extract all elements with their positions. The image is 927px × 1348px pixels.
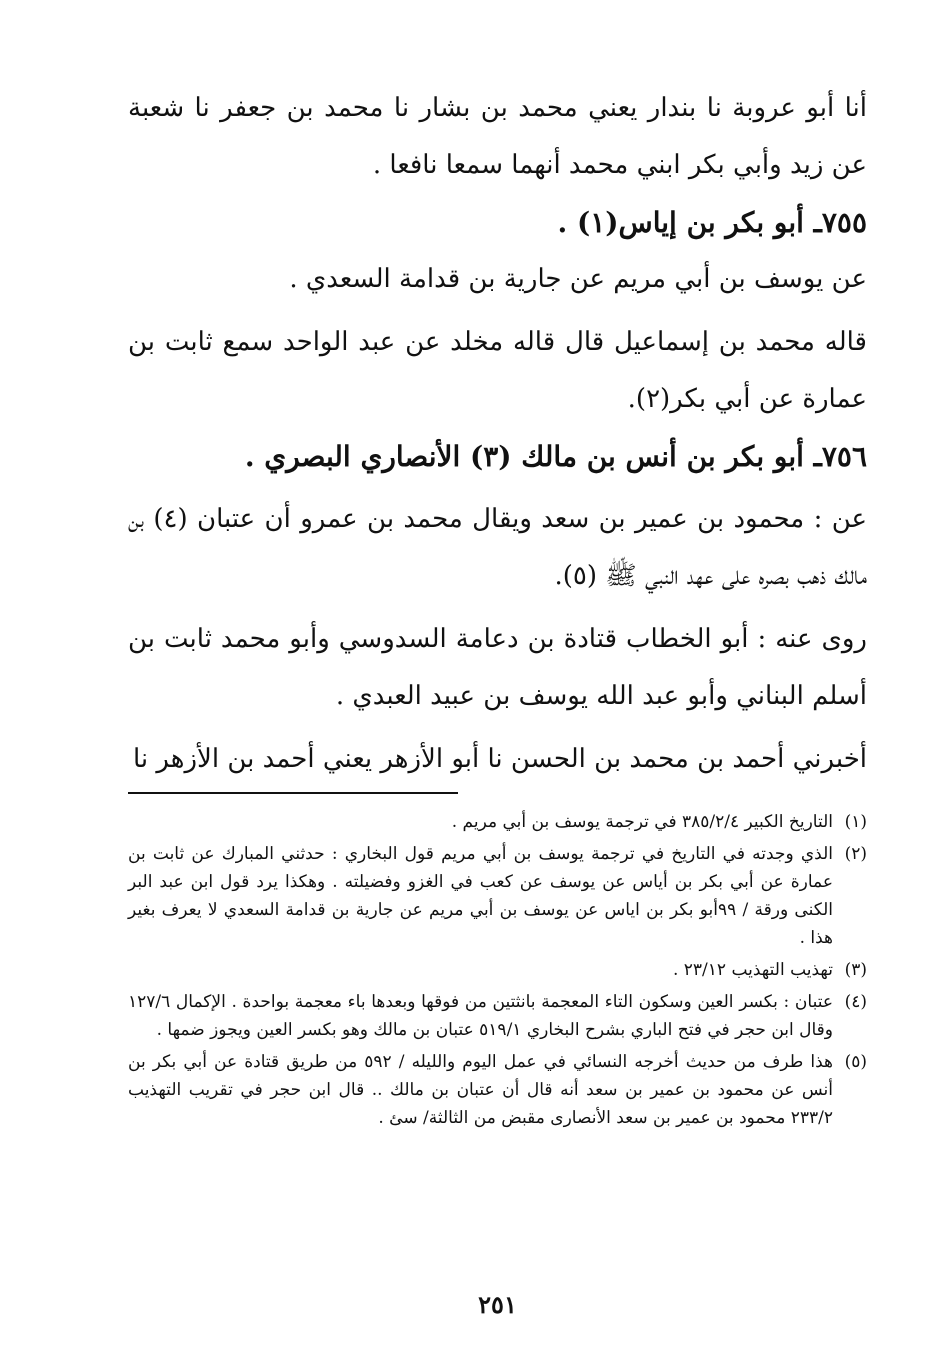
footnote-number: (٣) xyxy=(844,960,867,980)
paragraph-isnad-opening: أنا أبو عروبة نا بندار يعني محمد بن بشار نا محمد بن جعفر نا شعبة عن زيد وأبي بكر ابني محمد أنهما سمعا نافعا . xyxy=(128,93,867,180)
footnote-text: الذي وجدته في التاريخ في ترجمة يوسف بن أبي مريم قول البخاري : حدثني المبارك عن ثابت بن عمارة عن أبي بكر بن أياس عن يوسف عن كعب في الغزو وفضيلته . وهكذا يرد قول ابن عبد البر الكنى ورقة / ٩٩أبو بكر بن اياس عن يوسف بن أبي مريم عن جارية بن قدامة السعدي لا يعرف بغير هذا . xyxy=(128,844,833,948)
footnote-text: هذا طرف من حديث أخرجه النسائي في عمل اليوم والليله / ٥٩٢ من طريق قتادة عن أبي بكر بن أنس عن محمود بن عمير بن سعد أنه قال أن عتبان بن مالك .. قال ابن حجر في تقريب التهذيب ٢٣٣/٢ محمود بن عمير بن سعد الأنصارى مقبض من الثالثة/ سئ . xyxy=(128,1052,833,1128)
main-text xyxy=(128,80,867,788)
footnote-2 xyxy=(128,840,867,952)
footnote-5 xyxy=(128,1048,867,1132)
footnote-text: التاريخ الكبير ٣٨٥/٢/٤ في ترجمة يوسف بن أبي مريم . xyxy=(451,812,833,832)
footnote-number: (٢) xyxy=(844,844,867,864)
footnote-number: (٤) xyxy=(844,992,867,1012)
document-page xyxy=(128,80,867,1348)
footnote-3 xyxy=(128,956,867,984)
paragraph-source: قاله محمد بن إسماعيل قال قاله مخلد عن عبد الواحد سمع ثابت بن عمارة عن أبي بكر(٢). xyxy=(128,327,867,414)
footnote-divider xyxy=(128,792,458,794)
entry-heading-756: ٧٥٦ـ أبو بكر بن أنس بن مالك (٣) الأنصاري البصري . xyxy=(244,440,867,473)
paragraph-narrates-from-2: عن : محمود بن عمير بن سعد ويقال محمد بن عمرو أن عتبان (٤) بن مالك ذهب بصره على عهد النبي ﷺ (٥). xyxy=(128,504,867,591)
footnote-1 xyxy=(128,808,867,836)
footnote-number: (١) xyxy=(844,812,867,832)
footnotes xyxy=(128,808,867,1136)
paragraph-isnad-continued: أخبرني أحمد بن محمد بن الحسن نا أبو الأزهر يعني أحمد بن الأزهر نا xyxy=(132,744,867,774)
footnote-text: عتبان : بكسر العين وسكون التاء المعجمة بانثتين من فوقها وبعدها باء معجمة بواحدة . الإكمال ١٢٧/٦ وقال ابن حجر في فتح الباري بشرح البخاري ٥١٩/١ عتبان بن مالك وهو بكسر العين ويجوز ضمها . xyxy=(128,992,833,1040)
footnote-4 xyxy=(128,988,867,1044)
footnote-text: تهذيب التهذيب ٢٣/١٢ . xyxy=(672,960,833,980)
entry-heading-755: ٧٥٥ـ أبو بكر بن إياس(١) . xyxy=(557,206,867,239)
paragraph-narrates-from: عن يوسف بن أبي مريم عن جارية بن قدامة السعدي . xyxy=(289,264,867,294)
page-number: ٢٥١ xyxy=(478,1290,517,1319)
paragraph-narrated-by: روى عنه : أبو الخطاب قتادة بن دعامة السدوسي وأبو محمد ثابت بن أسلم البناني وأبو عبد الله يوسف بن عبيد العبدي . xyxy=(128,624,867,711)
footnote-number: (٥) xyxy=(844,1052,867,1072)
